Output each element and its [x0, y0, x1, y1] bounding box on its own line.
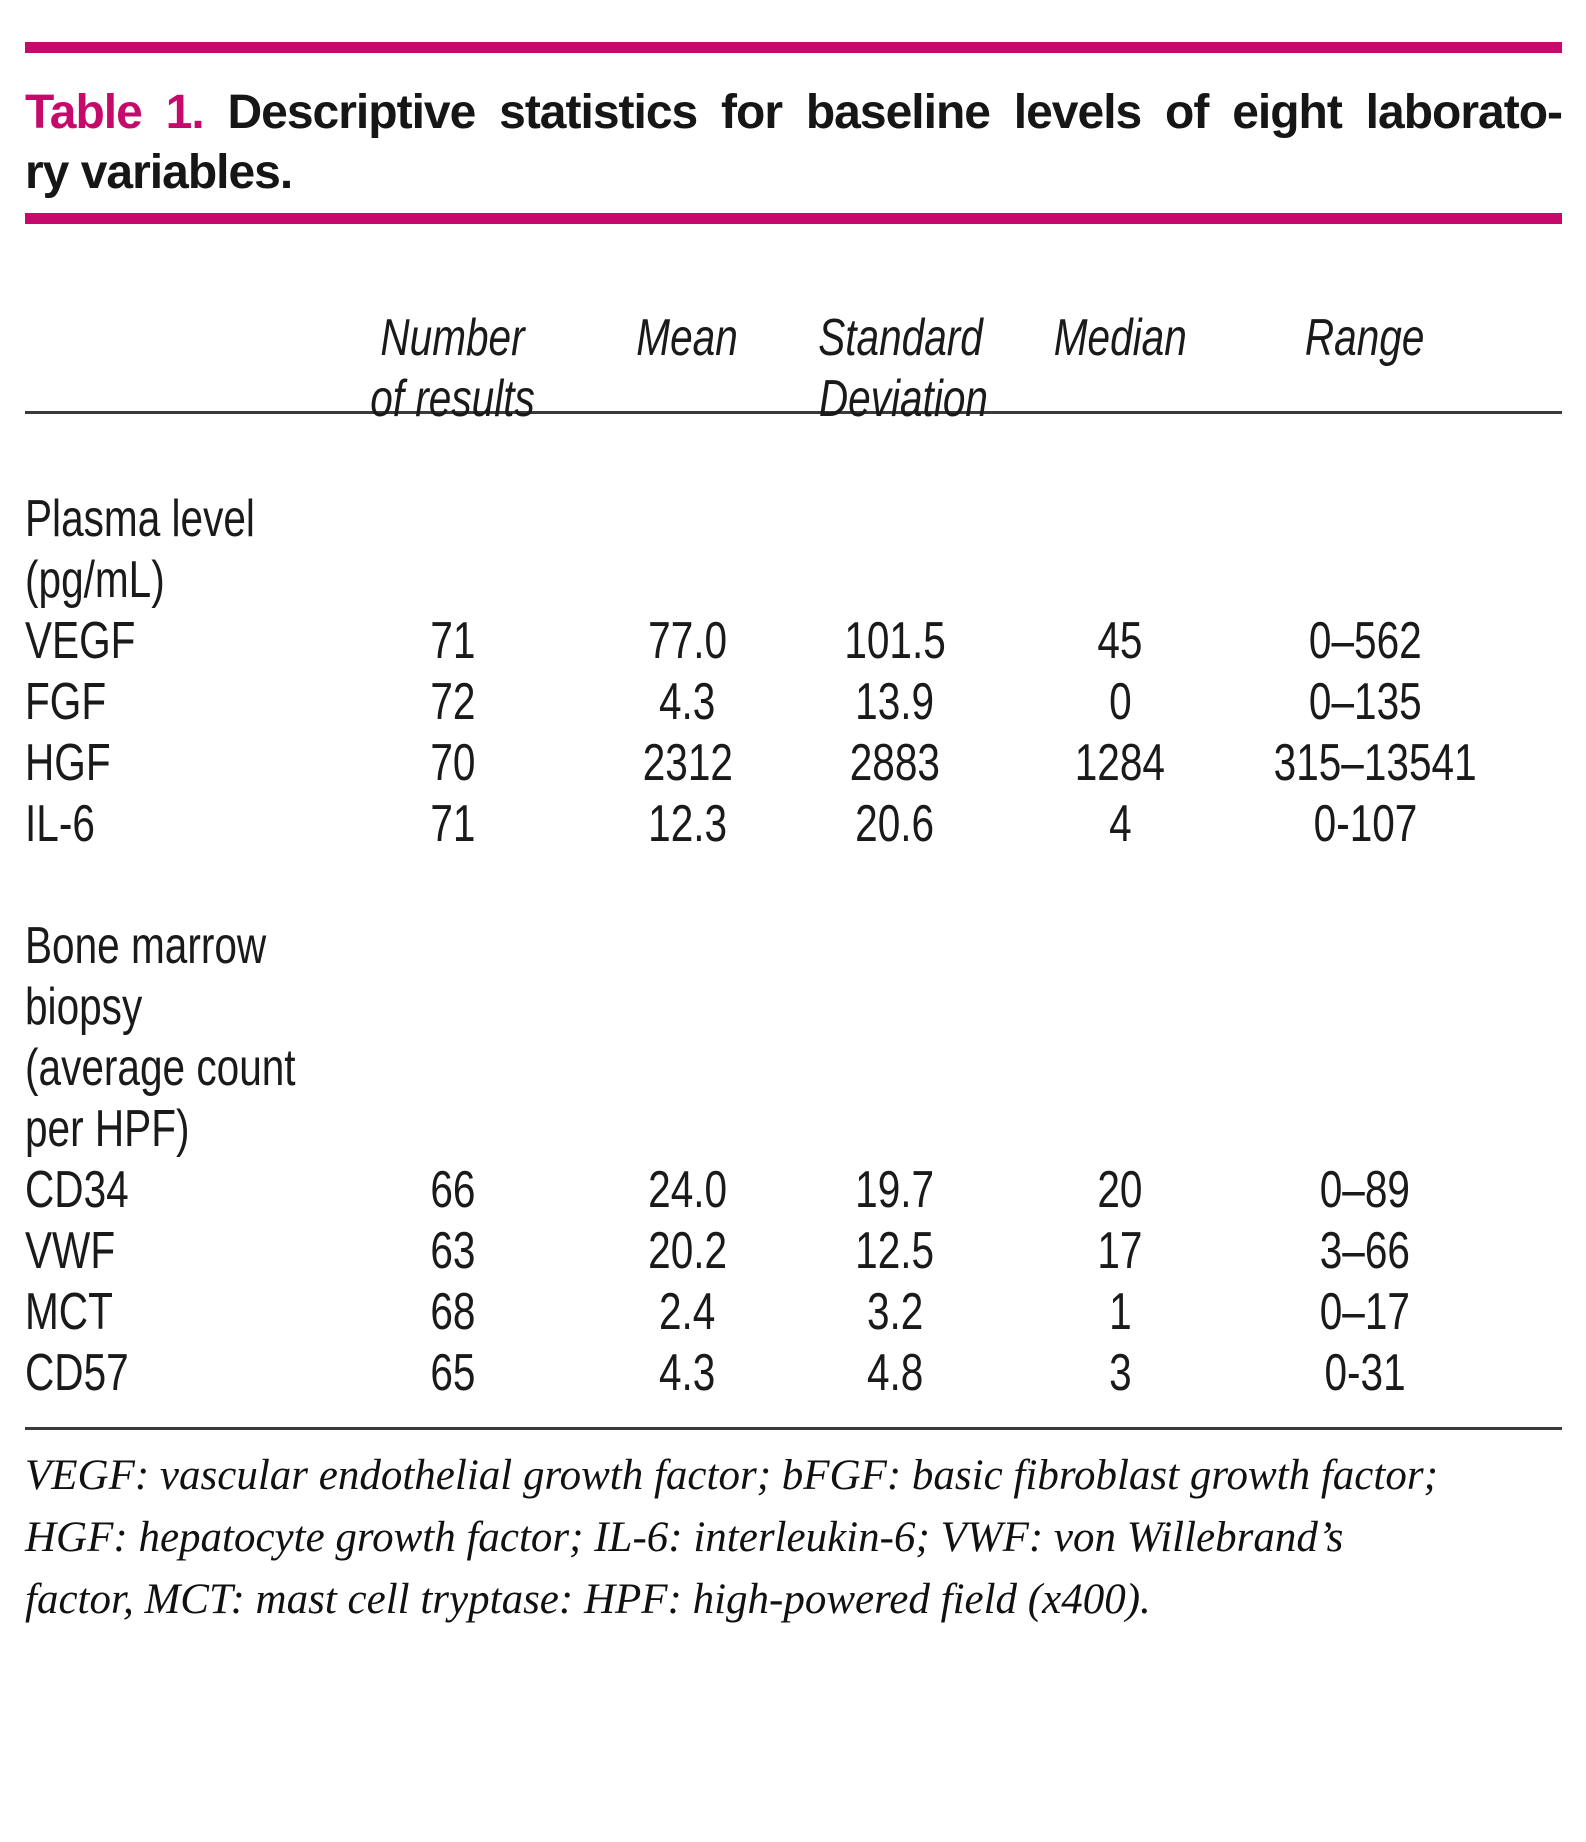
table-caption [25, 83, 1562, 203]
cell-il6-range: 0-107 [1313, 795, 1417, 853]
cell-vwf-mean: 20.2 [648, 1222, 727, 1280]
cell-hgf-mean: 2312 [642, 734, 733, 792]
caption-line-1 [25, 83, 1562, 143]
section-bone-marrow-biopsy [25, 916, 1562, 1404]
caption-bottom-accent-rule [25, 213, 1562, 224]
cell-hgf-n: 70 [429, 734, 476, 792]
cell-vegf-n: 71 [429, 612, 476, 670]
cell-cd57-median: 3 [1108, 1344, 1132, 1402]
cell-cd57-n: 65 [429, 1344, 476, 1402]
cell-vwf-median: 17 [1097, 1222, 1143, 1280]
cell-fgf-n: 72 [429, 673, 476, 731]
section-plasma-level [25, 489, 1562, 855]
cell-hgf-range: 315–13541 [1273, 734, 1477, 792]
top-accent-rule [25, 42, 1562, 53]
column-header-results: Number of results [370, 309, 535, 428]
footnote-line-1: VEGF: vascular endothelial growth factor; bFGF: basic fibroblast growth factor; [25, 1452, 1438, 1499]
cell-cd57-sd: 4.8 [866, 1344, 924, 1402]
row-label-vwf: VWF [25, 1222, 116, 1280]
row-label-mct: MCT [25, 1283, 113, 1341]
row-label-fgf: FGF [25, 673, 107, 731]
row-label-hgf: HGF [25, 734, 111, 792]
cell-vegf-median: 45 [1097, 612, 1143, 670]
cell-vwf-n: 63 [429, 1222, 476, 1280]
cell-fgf-sd: 13.9 [855, 673, 935, 731]
cell-vwf-range: 3–66 [1319, 1222, 1411, 1280]
cell-mct-range: 0–17 [1319, 1283, 1411, 1341]
section-header-line: per HPF) [25, 1100, 190, 1158]
cell-cd34-range: 0–89 [1319, 1161, 1411, 1219]
row-label-vegf: VEGF [25, 612, 136, 670]
cell-il6-mean: 12.3 [648, 795, 727, 853]
cell-mct-median: 1 [1108, 1283, 1132, 1341]
header-divider-rule [25, 411, 1562, 414]
section-header-line: (average count [25, 1039, 296, 1097]
column-header-mean: Mean [636, 309, 739, 367]
cell-vwf-sd: 12.5 [855, 1222, 935, 1280]
cell-cd34-sd: 19.7 [855, 1161, 935, 1219]
row-label-cd34: CD34 [25, 1161, 129, 1219]
footnote-divider-rule [25, 1427, 1562, 1430]
row-label-il6: IL-6 [25, 795, 95, 853]
table-footnote [25, 1445, 1562, 1631]
cell-mct-mean: 2.4 [659, 1283, 716, 1341]
cell-mct-n: 68 [429, 1283, 476, 1341]
table-number-label: Table 1. [25, 86, 204, 139]
cell-vegf-range: 0–562 [1308, 612, 1422, 670]
row-label-cd57: CD57 [25, 1344, 129, 1402]
cell-cd57-range: 0-31 [1324, 1344, 1406, 1402]
section-header-line: biopsy [25, 978, 143, 1036]
caption-text-part1: Descriptive statistics for baseline levels of eight laborato- [227, 86, 1563, 139]
cell-fgf-mean: 4.3 [659, 673, 716, 731]
caption-line-2: ry variables. [25, 146, 293, 199]
column-header-median: Median [1053, 309, 1187, 367]
cell-cd34-n: 66 [429, 1161, 476, 1219]
cell-hgf-sd: 2883 [849, 734, 941, 792]
table-figure [25, 42, 1562, 1631]
cell-fgf-median: 0 [1108, 673, 1132, 731]
footnote-line-2: HGF: hepatocyte growth factor; IL-6: interleukin-6; VWF: von Willebrand’s [25, 1514, 1344, 1561]
cell-mct-sd: 3.2 [866, 1283, 924, 1341]
cell-cd34-median: 20 [1097, 1161, 1143, 1219]
column-header-sd: Standard Deviation [818, 309, 988, 428]
cell-il6-n: 71 [429, 795, 476, 853]
column-header-range: Range [1305, 309, 1425, 367]
cell-hgf-median: 1284 [1074, 734, 1166, 792]
column-header-row [25, 224, 1562, 428]
corner-cell [25, 308, 325, 369]
section-header-line: (pg/mL) [25, 551, 165, 609]
cell-cd34-mean: 24.0 [648, 1161, 727, 1219]
cell-vegf-mean: 77.0 [648, 612, 727, 670]
cell-il6-median: 4 [1108, 795, 1132, 853]
cell-cd57-mean: 4.3 [659, 1344, 716, 1402]
cell-fgf-range: 0–135 [1308, 673, 1422, 731]
section-header-line: Plasma level [25, 490, 255, 548]
cell-il6-sd: 20.6 [855, 795, 935, 853]
section-header-line: Bone marrow [25, 917, 267, 975]
footnote-line-3: factor, MCT: mast cell tryptase: HPF: high-powered field (x400). [25, 1576, 1151, 1623]
cell-vegf-sd: 101.5 [844, 612, 946, 670]
